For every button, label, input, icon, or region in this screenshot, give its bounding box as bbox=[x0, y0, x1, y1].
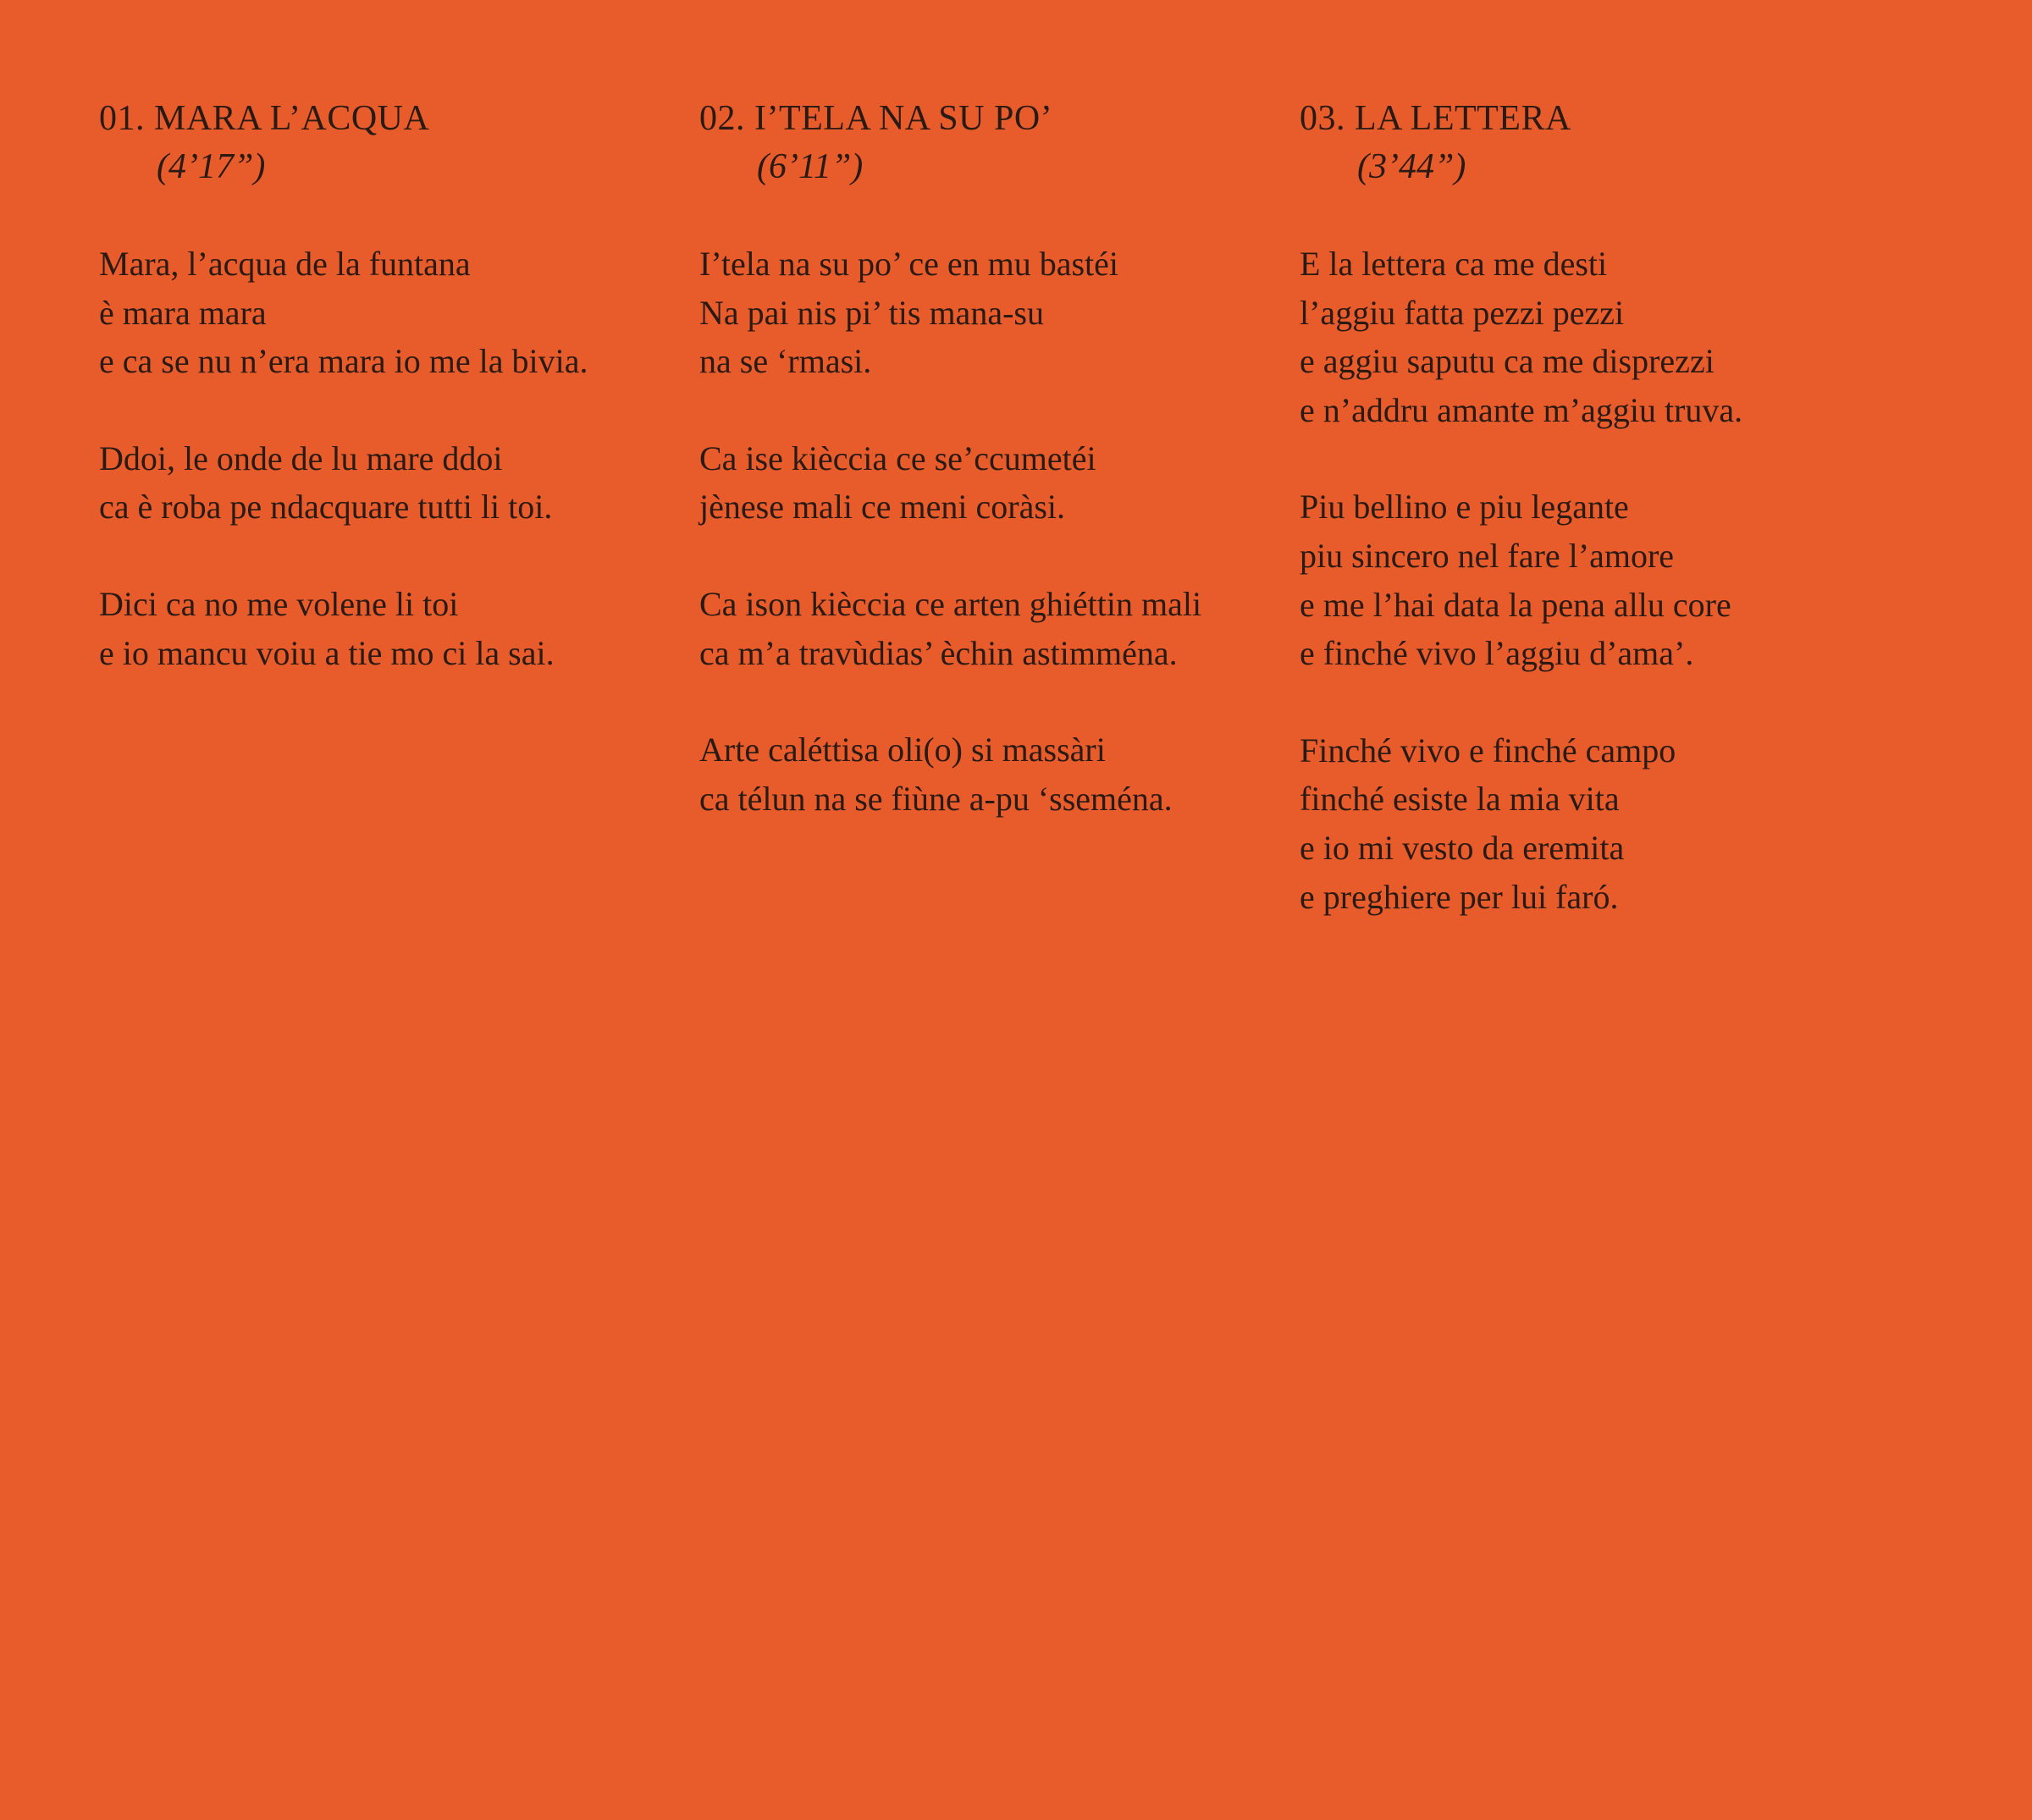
lyric-line: e io mi vesto da eremita bbox=[1300, 828, 1625, 867]
lyrics-body bbox=[99, 240, 692, 677]
lyric-line: Ddoi, le onde de lu mare ddoi bbox=[99, 438, 503, 477]
lyric-line: piu sincero nel fare l’amore bbox=[1300, 536, 1675, 575]
lyric-line: ca m’a travùdias’ èchin astimména. bbox=[699, 633, 1178, 672]
song-mara-lacqua bbox=[99, 95, 692, 725]
stanza bbox=[699, 434, 1292, 532]
lyric-line: e me l’hai data la pena allu core bbox=[1300, 585, 1731, 624]
lyrics-body bbox=[699, 240, 1292, 823]
song-duration: (3’44”) bbox=[1357, 147, 1466, 186]
lyric-line: E la lettera ca me desti bbox=[1300, 245, 1608, 283]
lyric-line: è mara mara bbox=[99, 293, 267, 332]
lyric-line: e preghiere per lui faró. bbox=[1300, 877, 1619, 916]
lyric-line: Ca ison kièccia ce arten ghiéttin mali bbox=[699, 584, 1202, 623]
lyrics-body bbox=[1300, 240, 1892, 921]
lyric-line: e aggiu saputu ca me disprezzi bbox=[1300, 342, 1714, 381]
lyric-line: jènese mali ce meni coràsi. bbox=[699, 488, 1066, 527]
lyric-line: e n’addru amante m’aggiu truva. bbox=[1300, 390, 1743, 429]
stanza bbox=[699, 240, 1292, 386]
lyric-line: Ca ise kièccia ce se’ccumetéi bbox=[699, 438, 1096, 477]
song-duration: (4’17”) bbox=[157, 147, 266, 186]
lyric-line: Na pai nis pi’ tis mana-su bbox=[699, 293, 1044, 332]
lyric-line: e finché vivo l’aggiu d’ama’. bbox=[1300, 634, 1694, 673]
lyric-line: Finché vivo e finché campo bbox=[1300, 731, 1676, 769]
song-title: 02. I’TELA NA SU PO’ bbox=[699, 99, 1053, 138]
lyric-line: finché esiste la mia vita bbox=[1300, 780, 1620, 819]
lyric-line: e io mancu voiu a tie mo ci la sai. bbox=[99, 633, 555, 672]
stanza bbox=[699, 725, 1292, 823]
stanza bbox=[99, 434, 692, 532]
song-duration: (6’11”) bbox=[757, 147, 864, 186]
lyric-line: l’aggiu fatta pezzi pezzi bbox=[1300, 293, 1625, 332]
lyric-line: na se ‘rmasi. bbox=[699, 342, 872, 381]
song-title: 01. MARA L’ACQUA bbox=[99, 99, 430, 138]
stanza bbox=[699, 580, 1292, 677]
lyric-line: Piu bellino e piu legante bbox=[1300, 488, 1629, 527]
stanza bbox=[99, 580, 692, 677]
stanza bbox=[1300, 726, 1892, 921]
lyric-line: ca è roba pe ndacquare tutti li toi. bbox=[99, 488, 553, 527]
song-la-lettera bbox=[1300, 95, 1892, 969]
lyric-line: Dici ca no me volene li toi bbox=[99, 584, 459, 623]
stanza bbox=[99, 240, 692, 386]
stanza bbox=[1300, 483, 1892, 677]
lyric-line: Arte caléttisa oli(o) si massàri bbox=[699, 731, 1106, 769]
song-title: 03. LA LETTERA bbox=[1300, 99, 1571, 138]
lyric-line: Mara, l’acqua de la funtana bbox=[99, 245, 471, 283]
stanza bbox=[1300, 240, 1892, 434]
song-itela-na-su-po bbox=[699, 95, 1292, 871]
lyric-line: e ca se nu n’era mara io me la bivia. bbox=[99, 342, 588, 381]
lyric-line: I’tela na su po’ ce en mu bastéi bbox=[699, 245, 1118, 283]
lyric-line: ca télun na se fiùne a-pu ‘sseména. bbox=[699, 779, 1173, 818]
